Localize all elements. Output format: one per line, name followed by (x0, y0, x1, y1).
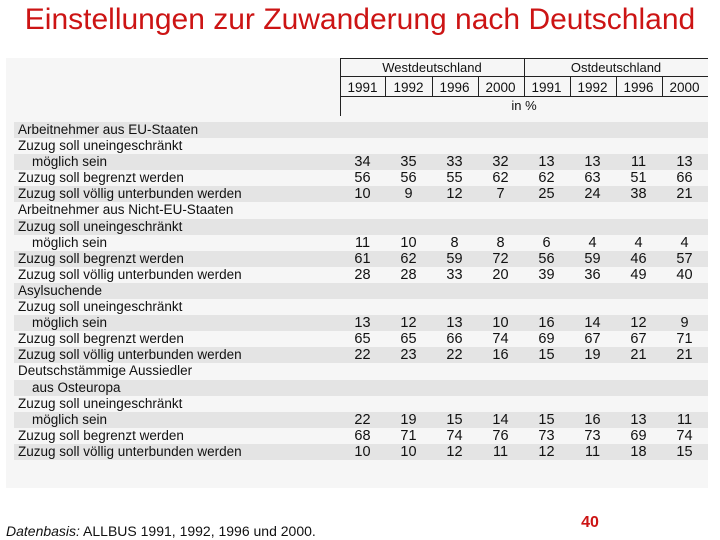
cell-value: 12 (538, 443, 555, 460)
cell-value: 12 (446, 186, 463, 203)
cell-value: 74 (676, 427, 693, 444)
cell-value: 72 (492, 250, 509, 267)
row-label: Zuzug soll begrenzt werden (18, 427, 184, 443)
cell-value: 11 (676, 411, 693, 428)
cell-value: 10 (400, 443, 417, 460)
cell-value: 73 (538, 427, 555, 444)
cell-value: 66 (446, 331, 463, 348)
year-header: 2000 (485, 80, 516, 95)
cell-value: 11 (584, 443, 601, 460)
cell-value: 12 (446, 443, 463, 460)
cell-value: 63 (584, 170, 601, 187)
cell-value: 65 (400, 331, 417, 348)
cell-value: 16 (492, 347, 509, 364)
table-row (14, 267, 708, 283)
table-header (340, 58, 708, 116)
table-row (14, 396, 708, 412)
cell-value: 69 (630, 427, 647, 444)
cell-value: 13 (584, 154, 601, 171)
row-label: aus Osteuropa (32, 379, 121, 395)
cell-value: 36 (584, 266, 601, 283)
row-label: möglich sein (32, 154, 108, 170)
cell-value: 19 (584, 347, 601, 364)
cell-value: 13 (630, 411, 647, 428)
group-label-west: Westdeutschland (382, 60, 482, 75)
table-row (14, 170, 708, 186)
table-row (14, 138, 708, 154)
row-label: Asylsuchende (18, 282, 103, 298)
cell-value: 9 (680, 315, 689, 332)
row-label: Zuzug soll uneingeschränkt (18, 218, 183, 234)
cell-value: 15 (446, 411, 463, 428)
row-label: Arbeitnehmer aus Nicht-EU-Staaten (18, 202, 234, 218)
cell-value: 67 (584, 331, 601, 348)
cell-value: 22 (354, 411, 371, 428)
cell-value: 68 (354, 427, 371, 444)
table-row (14, 186, 708, 202)
year-header: 1992 (577, 80, 608, 95)
cell-value: 21 (676, 186, 693, 203)
table-body (14, 122, 708, 460)
cell-value: 22 (354, 347, 371, 364)
cell-value: 62 (400, 250, 417, 267)
cell-value: 22 (446, 347, 463, 364)
row-label: Zuzug soll uneingeschränkt (18, 395, 183, 411)
year-header: 1991 (347, 80, 378, 95)
cell-value: 51 (630, 170, 647, 187)
table-row (14, 331, 708, 347)
unit-label: in % (511, 98, 537, 113)
cell-value: 14 (492, 411, 509, 428)
cell-value: 7 (496, 186, 505, 203)
cell-value: 38 (630, 186, 647, 203)
year-header: 1996 (439, 80, 470, 95)
year-header: 1992 (393, 80, 424, 95)
table-row (14, 444, 708, 460)
cell-value: 61 (354, 250, 371, 267)
cell-value: 4 (588, 234, 597, 251)
year-header: 2000 (669, 80, 700, 95)
cell-value: 13 (446, 315, 463, 332)
row-label: möglich sein (32, 315, 108, 331)
cell-value: 11 (630, 154, 647, 171)
row-label: Zuzug soll völlig unterbunden werden (18, 443, 242, 459)
cell-value: 33 (446, 266, 463, 283)
cell-value: 16 (538, 315, 555, 332)
section-heading (14, 122, 708, 138)
cell-value: 73 (584, 427, 601, 444)
cell-value: 13 (538, 154, 555, 171)
cell-value: 56 (354, 170, 371, 187)
cell-value: 65 (354, 331, 371, 348)
cell-value: 6 (542, 234, 551, 251)
caption-label: Datenbasis: (6, 523, 80, 539)
section-heading (14, 363, 708, 379)
year-header: 1996 (623, 80, 654, 95)
cell-value: 67 (630, 331, 647, 348)
cell-value: 19 (400, 411, 417, 428)
data-source-caption (6, 523, 316, 539)
cell-value: 49 (630, 266, 647, 283)
cell-value: 21 (630, 347, 647, 364)
cell-value: 12 (400, 315, 417, 332)
cell-value: 15 (538, 347, 555, 364)
section-heading (14, 283, 708, 299)
cell-value: 23 (400, 347, 417, 364)
row-label: Zuzug soll völlig unterbunden werden (18, 347, 242, 363)
table-row (14, 347, 708, 363)
cell-value: 13 (354, 315, 371, 332)
cell-value: 39 (538, 266, 555, 283)
cell-value: 20 (492, 266, 509, 283)
cell-value: 33 (446, 154, 463, 171)
page-number: 40 (581, 514, 599, 531)
cell-value: 66 (676, 170, 693, 187)
cell-value: 28 (400, 266, 417, 283)
cell-value: 74 (446, 427, 463, 444)
cell-value: 4 (634, 234, 643, 251)
cell-value: 56 (400, 170, 417, 187)
cell-value: 35 (400, 154, 417, 171)
cell-value: 46 (630, 250, 647, 267)
row-label: Zuzug soll völlig unterbunden werden (18, 186, 242, 202)
cell-value: 10 (354, 186, 371, 203)
cell-value: 34 (354, 154, 371, 171)
cell-value: 12 (630, 315, 647, 332)
cell-value: 62 (538, 170, 555, 187)
cell-value: 55 (446, 170, 463, 187)
cell-value: 74 (492, 331, 509, 348)
row-label: Deutschstämmige Aussiedler (18, 363, 193, 379)
row-label: möglich sein (32, 234, 108, 250)
cell-value: 8 (496, 234, 505, 251)
cell-value: 15 (538, 411, 555, 428)
row-label: Zuzug soll begrenzt werden (18, 250, 184, 266)
cell-value: 32 (492, 154, 509, 171)
section-heading (14, 380, 708, 396)
cell-value: 24 (584, 186, 601, 203)
group-label-east: Ostdeutschland (570, 60, 662, 75)
cell-value: 4 (680, 234, 689, 251)
cell-value: 59 (446, 250, 463, 267)
cell-value: 21 (676, 347, 693, 364)
caption-text: ALLBUS 1991, 1992, 1996 und 2000. (79, 523, 316, 539)
cell-value: 14 (584, 315, 601, 332)
row-label: Zuzug soll uneingeschränkt (18, 138, 183, 154)
table-row (14, 412, 708, 428)
year-header: 1991 (531, 80, 562, 95)
row-label: Arbeitnehmer aus EU-Staaten (18, 122, 199, 137)
table-row (14, 219, 708, 235)
cell-value: 16 (584, 411, 601, 428)
section-heading (14, 202, 708, 218)
cell-value: 18 (630, 443, 647, 460)
cell-value: 40 (676, 266, 693, 283)
cell-value: 56 (538, 250, 555, 267)
cell-value: 15 (676, 443, 693, 460)
cell-value: 10 (354, 443, 371, 460)
cell-value: 59 (584, 250, 601, 267)
cell-value: 8 (450, 234, 459, 251)
row-label: Zuzug soll uneingeschränkt (18, 299, 183, 315)
cell-value: 9 (404, 186, 413, 203)
row-label: Zuzug soll völlig unterbunden werden (18, 266, 242, 282)
cell-value: 69 (538, 331, 555, 348)
cell-value: 25 (538, 186, 555, 203)
cell-value: 13 (676, 154, 693, 171)
cell-value: 11 (492, 443, 509, 460)
row-label: Zuzug soll begrenzt werden (18, 331, 184, 347)
cell-value: 71 (400, 427, 417, 444)
cell-value: 71 (676, 331, 693, 348)
table-row (14, 428, 708, 444)
table-row (14, 299, 708, 315)
scanned-table (6, 58, 708, 539)
row-label: Zuzug soll begrenzt werden (18, 170, 184, 186)
cell-value: 11 (354, 234, 371, 251)
slide-title: Einstellungen zur Zuwanderung nach Deutschland (24, 3, 696, 36)
row-label: möglich sein (32, 411, 108, 427)
cell-value: 57 (676, 250, 693, 267)
cell-value: 62 (492, 170, 509, 187)
table-row (14, 154, 708, 170)
table-row (14, 235, 708, 251)
cell-value: 10 (400, 234, 417, 251)
cell-value: 10 (492, 315, 509, 332)
cell-value: 76 (492, 427, 509, 444)
table-row (14, 251, 708, 267)
table-row (14, 315, 708, 331)
cell-value: 28 (354, 266, 371, 283)
